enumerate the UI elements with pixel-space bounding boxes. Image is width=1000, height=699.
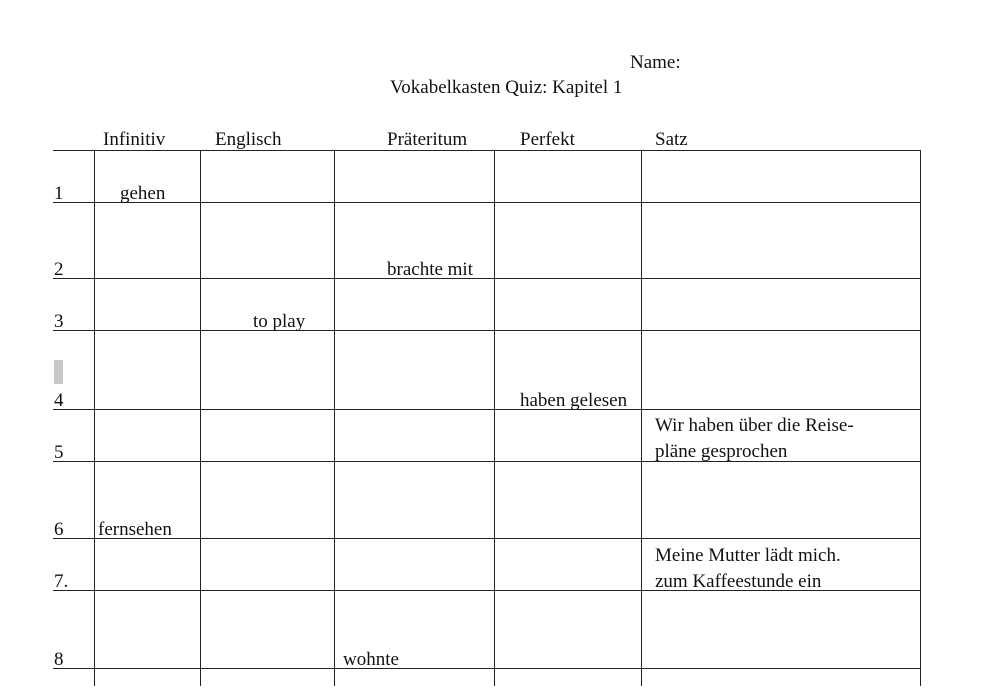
cell-satz-row-5-line-2: pläne gesprochen: [655, 441, 788, 462]
column-header-infinitiv: Infinitiv: [103, 129, 166, 150]
table-line-row-5: [53, 461, 921, 462]
row-number-4: 4: [54, 390, 64, 411]
cell-infinitiv-row-6: fernsehen: [98, 519, 172, 540]
cell-englisch-row-3: to play: [253, 311, 306, 332]
table-line-row-1: [53, 202, 921, 203]
table-col-divider-3: [334, 150, 335, 686]
cell-praeteritum-row-2: brachte mit: [387, 259, 473, 280]
table-col-divider-5: [641, 150, 642, 686]
table-line-row-4: [53, 409, 921, 410]
table-line-row-2: [53, 278, 921, 279]
table-line-row-3: [53, 330, 921, 331]
column-header-perfekt: Perfekt: [520, 129, 575, 150]
row-number-5: 5: [54, 442, 64, 463]
cell-infinitiv-row-1: gehen: [120, 183, 166, 204]
table-line-row-6: [53, 538, 921, 539]
row-marker: [54, 360, 63, 384]
cell-satz-row-7-line-1: Meine Mutter lädt mich.: [655, 545, 841, 566]
row-number-8: 8: [54, 649, 64, 670]
column-header-praeteritum: Präteritum: [387, 129, 468, 150]
table-col-divider-4: [494, 150, 495, 686]
table-col-divider-1: [94, 150, 95, 686]
table-col-divider-2: [200, 150, 201, 686]
row-number-7: 7.: [54, 571, 69, 592]
row-number-1: 1: [54, 183, 64, 204]
cell-perfekt-row-4: haben gelesen: [520, 390, 628, 411]
row-number-3: 3: [54, 311, 64, 332]
cell-satz-row-5-line-1: Wir haben über die Reise-: [655, 415, 854, 436]
row-number-2: 2: [54, 259, 64, 280]
row-number-6: 6: [54, 519, 64, 540]
quiz-title: Vokabelkasten Quiz: Kapitel 1: [390, 77, 623, 98]
name-label: Name:: [630, 52, 681, 73]
table-line-header: [53, 150, 921, 151]
cell-satz-row-7-line-2: zum Kaffeestunde ein: [655, 571, 822, 592]
table-col-divider-6: [920, 150, 921, 686]
cell-praeteritum-row-8: wohnte: [343, 649, 399, 670]
column-header-satz: Satz: [655, 129, 688, 150]
table-line-row-8: [53, 668, 921, 669]
column-header-englisch: Englisch: [215, 129, 282, 150]
